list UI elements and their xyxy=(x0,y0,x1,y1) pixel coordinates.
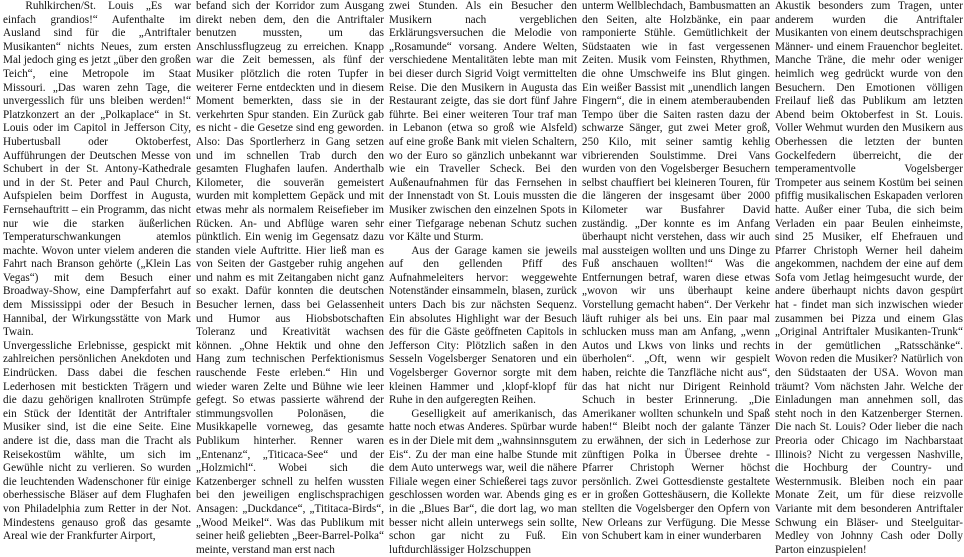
column-1-paragraph-2: Unvergessliche Erlebnisse, gespickt mit zahlreichen persönlichen Anekdoten und Eindrücken. Dass dabei die feschen Lederhosen mit bestickten Trägern und die dazu gehörigen knallroten Strümpfe ein Stück der Identität der Antriftaler Musiker sind, ist die eine Seite. Eine andere ist die, dass man die Tracht als Reisekostüm wählte, um sich im Gewühle nicht zu verlieren. So wurden die leuchtenden Wadenschoner für einige oberhessische Bläser auf dem Flughafen von Philadelphia zum Retter in der Not. Mindestens genauso groß das gesamte Areal wie der Frankfurter Airport, xyxy=(3,339,191,543)
article-column-4 xyxy=(582,0,770,543)
column-3-paragraph-2: Aus der Garage kamen sie jeweils auf den gellenden Pfiff des Aufnahmeleiters hervor: weggewehte Notenständer einsammeln, blasen, zurück unters Dach bis zur nächsten Sequenz. Ein absolutes Highlight war der Besuch des für die Gäste geöffneten Capitols in Jefferson City: Plötzlich saßen in den Sesseln Vogelsberger Senatoren und ein Vogelsberger Governor sorgte mit dem kleinen Hammer und ‚klopf-klopf für Ruhe in den aufgeregten Reihen. xyxy=(389,244,577,407)
column-3-paragraph-3: Geselligkeit auf amerikanisch, das hatte noch etwas Anderes. Spürbar wurde es in der Diele mit dem „wahnsinnsgutem Eis“. Zu der man eine halbe Stunde mit dem Auto unterwegs war, weil die nähere Filiale wegen einer Schießerei tags zuvor geschlossen worden war. Abends ging es in die „Blues Bar“, die dort lag, wo man besser nicht allein unterwegs sein sollte, schon gar nicht zu Fuß. Ein luftdurchlässiger Holzschuppen xyxy=(389,407,577,556)
article-column-3 xyxy=(389,0,577,556)
article-column-1 xyxy=(3,0,191,543)
column-5-paragraph-1: Akustik besonders zum Tragen, unter anderem wurden die Antriftaler Musikanten von einem deutschsprachigen Männer- und einem Frauenchor begleitet. Manche Träne, die mehr oder weniger heimlich weg gedrückt wurde von den Besuchern. Den Emotionen völligen Freilauf ließ das Publikum am letzten Abend beim Oktoberfest in St. Louis. Voller Wehmut wurden den Musikern aus Oberhessen die letzten der bunten Gockelfedern überreicht, die der temperamentvolle Vogelsberger Trompeter aus seinem Kostüm bei seinen pfiffig musikalischen Eskapaden verloren hatte. Außer einer Tuba, die sich beim Verladen ein paar Beulen einheimste, sind 25 Musiker, elf Ehefrauen und Pfarrer Christoph Werner heil daheim angekommen, nachdem der eine auf dem Sofa vom Jetlag heimgesucht wurde, der andere überhaupt nichts davon gespürt hat - findet man sich inzwischen wieder zusammen bei Pizza und einem Glas „Original Antriftaler Musikanten-Trunk“ in der gemütlichen „Ratsschänke“. Wovon reden die Musiker? Natürlich von den Südstaaten der USA. Wovon man träumt? Vom nächsten Jahr. Welche der Einladungen man annehmen soll, das steht noch in den Katzenberger Sternen. Die nach St. Louis? Oder lieber die nach Preoria oder Chicago im Nachbarstaat Illinois? Nicht zu vergessen Nashville, die Hochburg der Country- und Westernmusik. Bleiben noch ein paar Monate Zeit, um für diese reizvolle Variante mit dem besonderen Antriftaler Schwung ein Bläser- und Steelguitar-Medley von Johnny Cash oder Dolly Parton einzuspielen! xyxy=(775,0,963,556)
column-4-paragraph-1: unterm Wellblechdach, Bambusmatten an den Seiten, alte Holzbänke, ein paar ramponierte Stühle. Gemütlichkeit der Südstaaten wie in fast vergessenen Zeiten. Musik vom Feinsten, Rhythmen, die ohne Umschweife ins Blut gingen. Ein weißer Bassist mit „unendlich langen Fingern“, die in einem atemberaubenden Tempo über die Saiten rasten dazu der schwarze Sänger, gut zwei Meter groß, 250 Kilo, mit seiner samtig kehlig vibrierenden Soulstimme. Drei Vans wurden von den Vogelsberger Besuchern selbst chauffiert bei kleineren Touren, für die längeren der insgesamt über 2000 Kilometer war Busfahrer David zuständig. „Der konnte es im Anfang überhaupt nicht verstehen, dass wir auch mal aussteigen wollten und uns Dinge zu Fuß anschauen wollten!“ Was die Entfernungen betraf, waren diese etwas „wovon wir uns überhaupt keine Vorstellung gemacht haben“. Der Verkehr läuft ruhiger als bei uns. Ein paar mal schlucken muss man am Anfang, „wenn Autos und Lkws von links und rechts überholen“. „Oft, wenn wir gespielt haben, reichte die Tanzfläche nicht aus“, das hat nicht nur Dirigent Reinhold Schuch in bester Erinnerung. „Die Amerikaner wollten schunkeln und Spaß haben!“ Bleibt noch der galante Tänzer zu erwähnen, der sich in Lederhose zur zünftigen Polka in Übersee drehte - Pfarrer Christoph Werner höchst persönlich. Zwei Gottesdienste gestaltete er in großen Gotteshäusern, die Kollekte stellten die Vogelsberger den Opfern von New Orleans zur Verfügung. Die Messe von Schubert kam in einer wunderbaren xyxy=(582,0,770,543)
column-1-paragraph-1: Ruhlkirchen/St. Louis „Es war einfach grandios!“ Aufenthalte im Ausland sind für die „Antriftaler Musikanten“ nichts Neues, zum ersten Mal jedoch ging es jetzt „über den großen Teich“, eine Metropole im Staat Missouri. „Das waren zehn Tage, die unvergesslich für uns bleiben werden!“ Platzkonzert an der „Polkaplace“ in St. Louis oder im Capitol in Jefferson City, Hubertusball oder Oktoberfest, Aufführungen der Deutschen Messe von Schubert in der St. Antony-Kathedrale und in der St. Peter and Paul Church, Aufspielen beim Dorffest in Augusta, Fernsehauftritt – ein Programm, das nicht nur wie die starken äußerlichen Temperaturschwankungen atemlos machte. Wovon unter vielem anderen die Fahrt nach Branson gehörte („Klein Las Vegas“) mit dem Besuch einer Broadway-Show, eine Dampferfahrt auf dem Mississippi oder der Besuch in Hannibal, der Wirkungsstätte von Mark Twain. xyxy=(3,0,191,339)
article-column-2 xyxy=(196,0,384,556)
column-2-paragraph-1: befand sich der Korridor zum Ausgang direkt neben dem, den die Antriftaler benutzen mussten, um das Anschlussflugzeug zu erreichen. Knapp war die Zeit bemessen, als fünf der Musiker plötzlich die roten Tupfer in weiterer Ferne entdeckten und in diesem Moment bemerkten, dass sie in der verkehrten Spur standen. Ein Zurück gab es nicht - die Gesetze sind eng geworden. Also: Das Sportlerherz in Gang setzen und im schnellen Trab durch den gesamten Flughafen laufen. Anderthalb Kilometer, die souverän gemeistert wurden mit komplettem Gepäck und mit etwas mehr als normalem Reisefieber im Rücken. An- und Abflüge waren sehr pünktlich. Ein wenig im Gegensatz dazu standen viele Auftritte. Hier ließ man es von Seiten der Gastgeber ruhig angehen und nahm es mit Zeitangaben nicht ganz so exakt. Dafür konnten die deutschen Besucher lernen, dass bei Gelassenheit und Humor aus Hiobsbotschaften Toleranz und Kreativität wachsen können. „Ohne Hektik und ohne den Hang zum technischen Perfektionismus rauschende Feste erleben.“ Hin und wieder waren Zelte und Bühne wie leer gefegt. So etwas passierte während der stimmungsvollen Polonäsen, die Musikkapelle vorneweg, das gesamte Publikum hinterher. Renner waren „Entenanz“, „Titicaca-See“ und der „Holzmichl“. Wobei sich die Katzenberger schnell zu helfen wussten bei den jeweiligen englischsprachigen Ansagen: „Duckdance“, „Tititaca-Birds“, „Wood Meikel“. Was das Publikum mit seiner heiß geliebten „Beer-Barrel-Polka“ meinte, verstand man erst nach xyxy=(196,0,384,556)
article-column-5 xyxy=(775,0,963,556)
column-3-paragraph-1: zwei Stunden. Als ein Besucher den Musikern nach vergeblichen Erklärungsversuchen die Melodie von „Rosamunde“ vorsang. Andere Welten, verschiedene Mentalitäten lebte man mit bei dieser durch Sigrid Voigt vermittelten Reise. Die den Musikern in Augusta das Restaurant zeigte, das sie dort fünf Jahre führte. Bei einer weiteren Tour traf man in Lebanon (etwa so groß wie Alsfeld) auf eine große Bank mit vielen Schaltern, wo der Euro so gänzlich unbekannt war wie ein Traveller Scheck. Bei den Außenaufnahmen für das Fernsehen in der Innenstadt von St. Louis mussten die Musiker zwischen den einzelnen Spots in einer Tiefgarage nebenan Schutz suchen vor Kälte und Sturm. xyxy=(389,0,577,244)
